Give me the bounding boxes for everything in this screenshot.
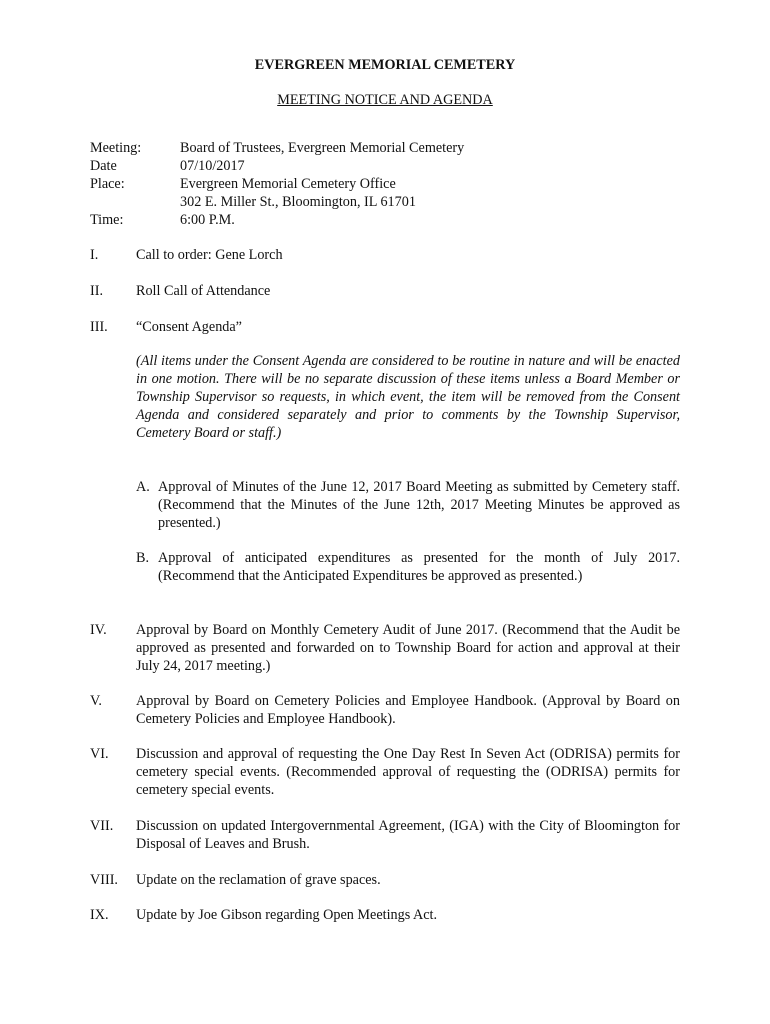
info-label: Place: xyxy=(90,176,125,192)
info-value: 302 E. Miller St., Bloomington, IL 61701 xyxy=(180,194,416,210)
info-label: Date xyxy=(90,158,117,174)
agenda-item-text: Discussion and approval of requesting the One Day Rest In Seven Act (ODRISA) permits for cemetery special events. (Recommended approval of requesting the (ODRISA) permits for cemetery special events. xyxy=(136,746,680,798)
agenda-subitem-text: Approval of anticipated expenditures as presented for the month of July 2017. (Recommend that the Anticipated Expenditures be approved as presented.) xyxy=(158,550,680,584)
agenda-item-text: Update on the reclamation of grave spaces. xyxy=(136,872,381,888)
info-label: Meeting: xyxy=(90,140,142,156)
agenda-item-text: Roll Call of Attendance xyxy=(136,283,271,299)
agenda-item-number: I. xyxy=(90,247,99,263)
agenda-subitem-letter: B. xyxy=(136,550,150,566)
info-value: 6:00 P.M. xyxy=(180,212,235,228)
agenda-item-text: Update by Joe Gibson regarding Open Meetings Act. xyxy=(136,907,438,923)
agenda-item-text: “Consent Agenda” xyxy=(136,319,242,335)
agenda-subitem-letter: A. xyxy=(136,479,150,495)
agenda-item-number: V. xyxy=(90,693,102,709)
agenda-item-number: VIII. xyxy=(90,872,118,888)
agenda-item-text: Approval by Board on Monthly Cemetery Audit of June 2017. (Recommend that the Audit be approved as presented and forwarded on to Township Board for action and approval at their July 24, 2017 meeting.) xyxy=(136,622,680,674)
info-value: Evergreen Memorial Cemetery Office xyxy=(180,176,396,192)
agenda-item-number: IV. xyxy=(90,622,107,638)
document-subtitle: MEETING NOTICE AND AGENDA xyxy=(277,92,493,108)
consent-agenda-note: (All items under the Consent Agenda are considered to be routine in nature and will be enacted in one motion. There will be no separate discussion of these items unless a Board Member or Township Supervisor so requests, in which event, the item will be removed from the Consent Agenda and considered separately and prior to comments by the Township Supervisor, Cemetery Board or staff.) xyxy=(136,353,680,441)
agenda-item-number: VI. xyxy=(90,746,109,762)
info-value: 07/10/2017 xyxy=(180,158,245,174)
info-label: Time: xyxy=(90,212,124,228)
document-title: EVERGREEN MEMORIAL CEMETERY xyxy=(254,57,516,73)
agenda-subitem-text: Approval of Minutes of the June 12, 2017 Board Meeting as submitted by Cemetery staff. (Recommend that the Minutes of the June 12th, 2017 Meeting Minutes be approved as presented.) xyxy=(158,479,680,531)
agenda-item-text: Discussion on updated Intergovernmental Agreement, (IGA) with the City of Bloomington for Disposal of Leaves and Brush. xyxy=(136,818,680,852)
info-value: Board of Trustees, Evergreen Memorial Cemetery xyxy=(180,140,465,156)
agenda-item-text: Approval by Board on Cemetery Policies and Employee Handbook. (Approval by Board on Cemetery Policies and Employee Handbook). xyxy=(136,693,680,727)
agenda-item-number: II. xyxy=(90,283,103,299)
agenda-item-number: III. xyxy=(90,319,108,335)
agenda-item-number: VII. xyxy=(90,818,114,834)
agenda-item-number: IX. xyxy=(90,907,109,923)
agenda-item-text: Call to order: Gene Lorch xyxy=(136,247,283,263)
